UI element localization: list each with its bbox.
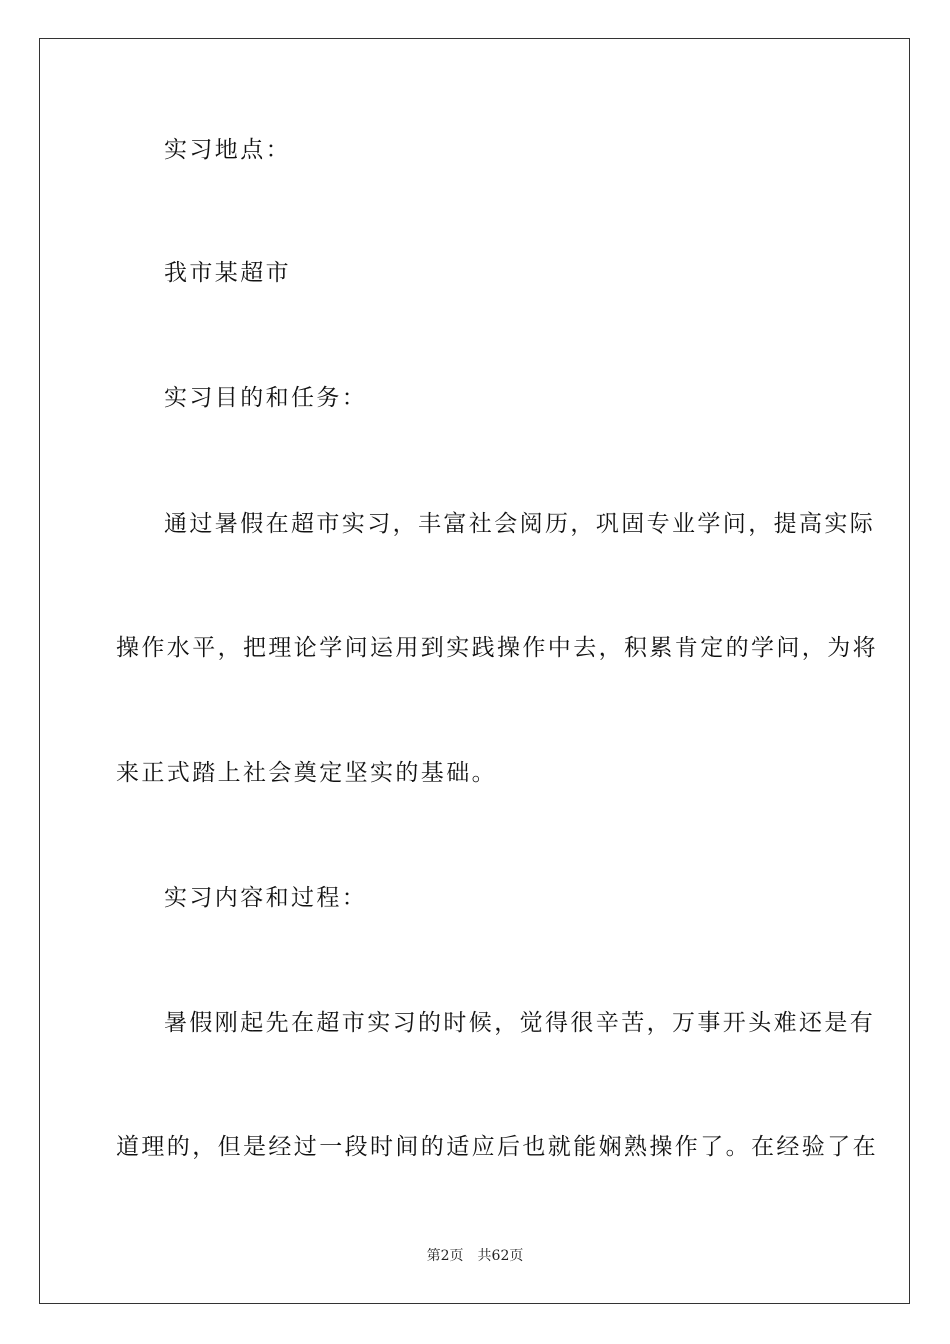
page-total: 共62页: [477, 1248, 524, 1264]
text-line-content-heading: 实习内容和过程：: [164, 885, 368, 911]
page-border: [39, 38, 910, 1304]
page-number: 第2页: [426, 1248, 464, 1264]
text-line-content-2: 道理的，但是经过一段时间的适应后也就能娴熟操作了。在经验了在: [116, 1134, 878, 1160]
text-line-content-1: 暑假刚起先在超市实习的时候，觉得很辛苦，万事开头难还是有: [164, 1010, 876, 1036]
page-footer: [0, 1247, 950, 1265]
text-line-location-heading: 实习地点：: [164, 137, 291, 163]
text-line-purpose-heading: 实习目的和任务：: [164, 385, 368, 411]
text-line-purpose-3: 来正式踏上社会奠定坚实的基础。: [116, 760, 497, 786]
text-line-purpose-2: 操作水平，把理论学问运用到实践操作中去，积累肯定的学问，为将: [116, 635, 878, 661]
text-line-purpose-1: 通过暑假在超市实习，丰富社会阅历，巩固专业学问，提高实际: [164, 511, 876, 537]
text-line-location-value: 我市某超市: [164, 260, 291, 286]
